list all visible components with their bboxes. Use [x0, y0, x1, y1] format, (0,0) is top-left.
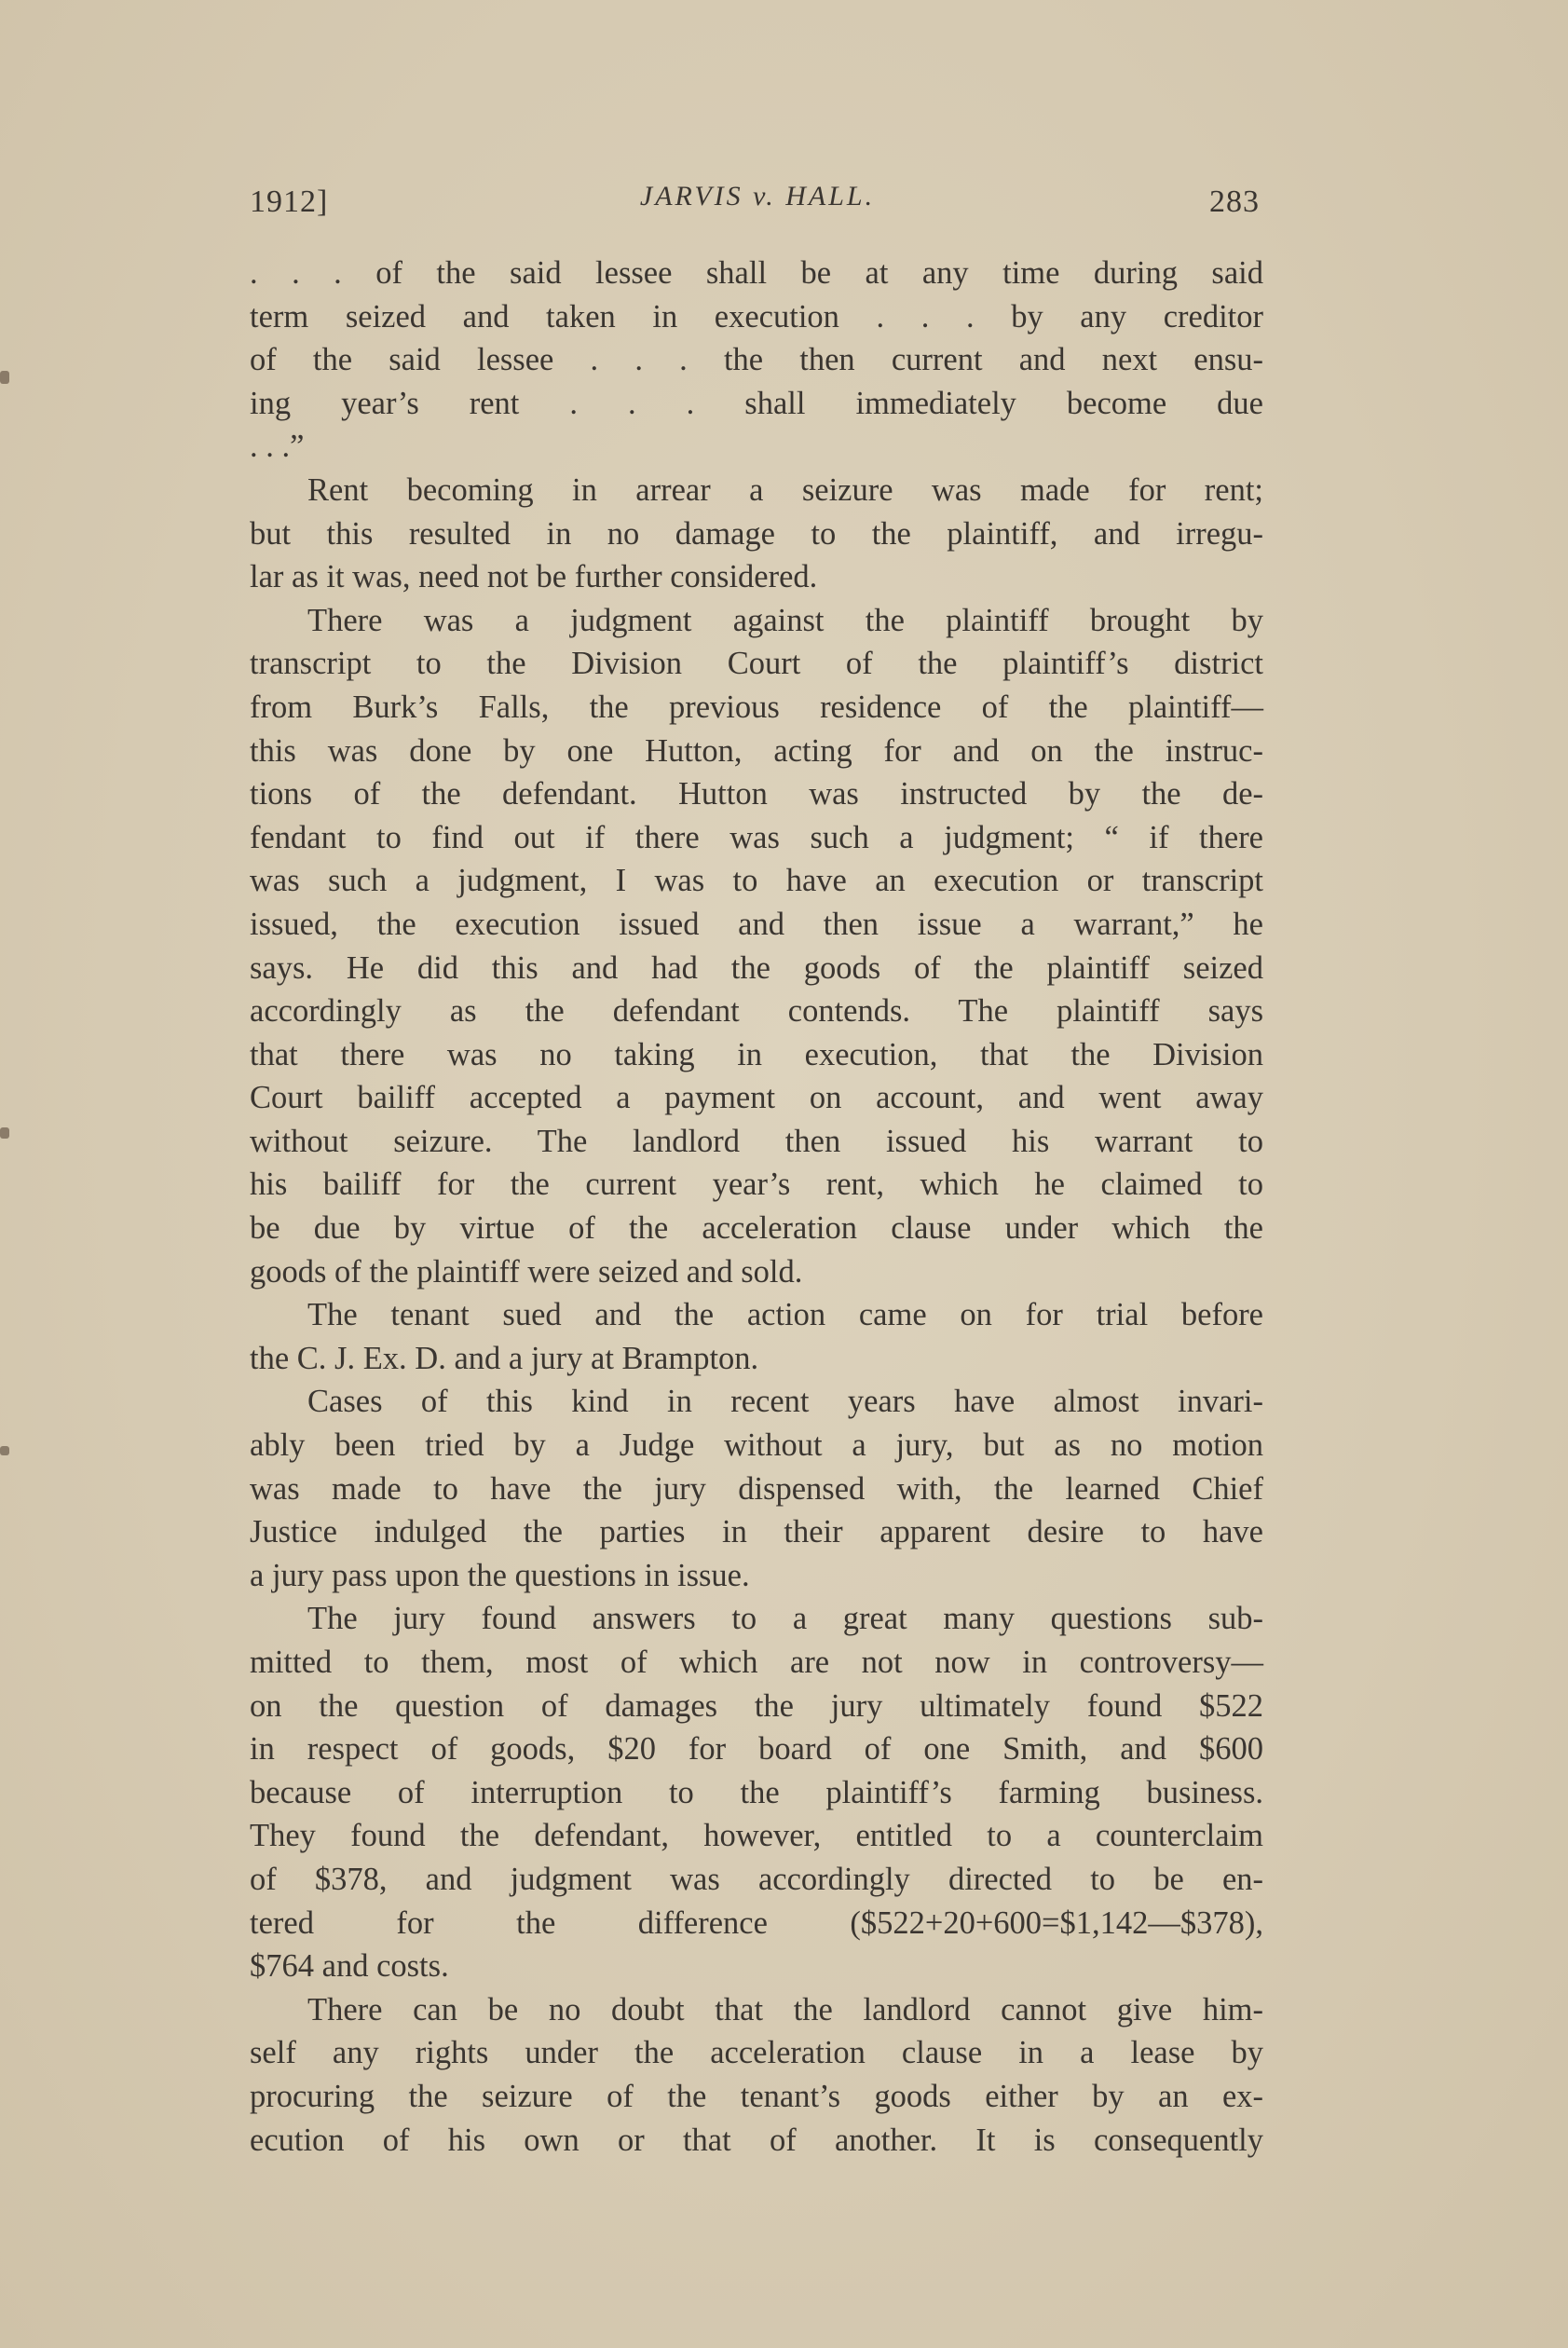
- text-line: Court bailiff accepted a payment on account, and went away: [250, 1080, 1263, 1116]
- text-line: of $378, and judgment was accordingly directed to be en-: [250, 1861, 1263, 1897]
- edge-mark: [0, 371, 9, 384]
- header-year: 1912]: [250, 184, 329, 219]
- text-line: on the question of damages the jury ultimately found $522: [250, 1687, 1263, 1724]
- edge-mark: [0, 1127, 9, 1139]
- text-line: There can be no doubt that the landlord cannot give him-: [307, 1991, 1263, 2027]
- text-line: Cases of this kind in recent years have almost invari-: [307, 1384, 1263, 1420]
- text-line: . . . of the said lessee shall be at any time during said: [250, 255, 1263, 291]
- text-line: says. He did this and had the goods of the plaintiff seized: [250, 949, 1263, 986]
- text-line: ecution of his own or that of another. It is consequently: [250, 2122, 1263, 2158]
- paragraph: [250, 252, 1263, 469]
- text-line: ably been tried by a Judge without a jury, but as no motion: [250, 1427, 1263, 1464]
- text-line: but this resulted in no damage to the plaintiff, and irregu-: [250, 515, 1263, 552]
- text-line: was made to have the jury dispensed with, the learned Chief: [250, 1470, 1263, 1507]
- text-line: . . .”: [250, 429, 305, 465]
- text-line: fendant to find out if there was such a judgment; “ if there: [250, 819, 1263, 855]
- paragraph: [250, 469, 1263, 599]
- text-line: procuring the seizure of the tenant’s goods either by an ex-: [250, 2078, 1263, 2114]
- text-line: self any rights under the acceleration clause in a lease by: [250, 2035, 1263, 2071]
- text-line: without seizure. The landlord then issued his warrant to: [250, 1123, 1263, 1159]
- text-line: lar as it was, need not be further considered.: [250, 559, 818, 595]
- text-line: because of interruption to the plaintiff’s farming business.: [250, 1774, 1263, 1810]
- text-line: the C. J. Ex. D. and a jury at Brampton.: [250, 1340, 759, 1376]
- text-line: accordingly as the defendant contends. The plaintiff says: [250, 993, 1263, 1030]
- text-line: $764 and costs.: [250, 1948, 449, 1985]
- text-line: transcript to the Division Court of the plaintiff’s district: [250, 646, 1263, 682]
- text-line: issued, the execution issued and then issue a warrant,” he: [250, 906, 1263, 942]
- text-line: this was done by one Hutton, acting for and on the instruc-: [250, 732, 1263, 769]
- text-line: Rent becoming in arrear a seizure was made for rent;: [307, 471, 1263, 508]
- text-line: tered for the difference ($522+20+600=$1,142—$378),: [250, 1904, 1263, 1941]
- header-case-title: JARVIS v. HALL.: [639, 181, 876, 212]
- text-line: The tenant sued and the action came on for trial before: [307, 1297, 1263, 1333]
- text-line: They found the defendant, however, entitled to a counterclaim: [250, 1818, 1263, 1854]
- body-text: [250, 252, 1263, 2162]
- running-header: [250, 177, 1265, 233]
- paragraph: [250, 1597, 1263, 1987]
- text-line: Justice indulged the parties in their apparent desire to have: [250, 1514, 1263, 1550]
- paragraph: [250, 1293, 1263, 1380]
- text-line: of the said lessee . . . the then current and next ensu-: [250, 342, 1263, 378]
- text-line: goods of the plaintiff were seized and sold.: [250, 1253, 803, 1290]
- paragraph: [250, 1988, 1263, 2162]
- text-line: tions of the defendant. Hutton was instructed by the de-: [250, 776, 1263, 812]
- text-line: in respect of goods, $20 for board of one Smith, and $600: [250, 1731, 1263, 1768]
- text-line: mitted to them, most of which are not now in controversy—: [250, 1645, 1263, 1680]
- page-number: 283: [1209, 184, 1260, 219]
- text-line: his bailiff for the current year’s rent, which he claimed to: [250, 1167, 1263, 1203]
- text-line: The jury found answers to a great many questions sub-: [307, 1601, 1263, 1637]
- text-line: be due by virtue of the acceleration clause under which the: [250, 1210, 1263, 1247]
- text-line: from Burk’s Falls, the previous residence of the plaintiff—: [250, 689, 1263, 725]
- text-line: was such a judgment, I was to have an execution or transcript: [250, 863, 1263, 899]
- text-line: There was a judgment against the plaintiff brought by: [307, 602, 1263, 638]
- text-line: term seized and taken in execution . . . by any creditor: [250, 298, 1263, 334]
- text-line: ing year’s rent . . . shall immediately become due: [250, 385, 1263, 421]
- text-line: a jury pass upon the questions in issue.: [250, 1557, 750, 1593]
- edge-mark: [0, 1446, 9, 1455]
- paragraph: [250, 599, 1263, 1294]
- paragraph: [250, 1380, 1263, 1597]
- text-line: that there was no taking in execution, that the Division: [250, 1036, 1263, 1072]
